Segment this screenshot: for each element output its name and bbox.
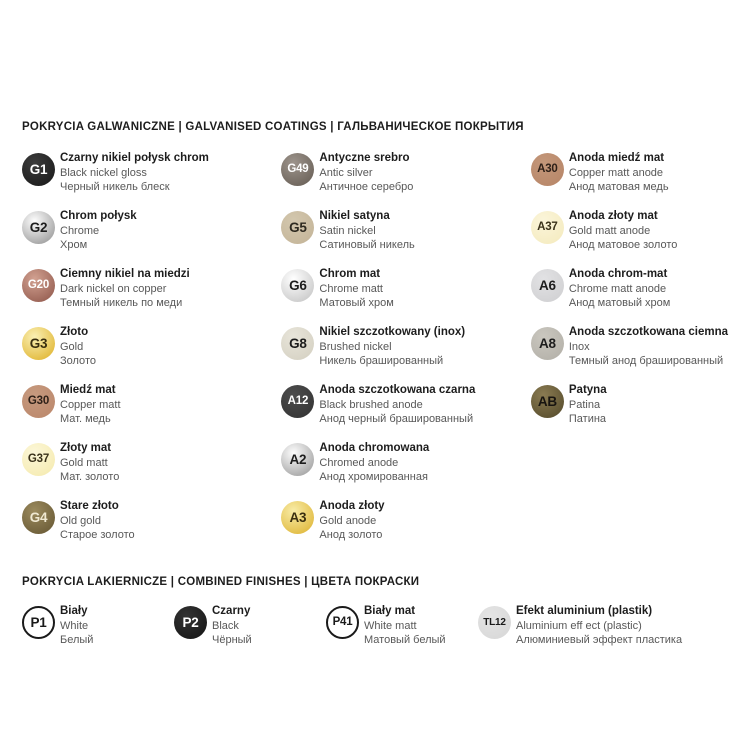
finish-code-label: G4	[29, 509, 48, 525]
finish-name-ru: Анод матовая медь	[568, 181, 669, 193]
finish-name-en: Old gold	[60, 514, 101, 527]
finish-name-en: Black brushed anode	[319, 398, 423, 411]
finish-color-swatch	[281, 327, 314, 360]
finish-code-label: G8	[289, 335, 307, 351]
finish-code-label: P2	[182, 614, 199, 630]
section-header-galvanised: POKRYCIA GALWANICZNE | GALVANISED COATINGS | ГАЛЬВАНИЧЕСКОЕ ПОКРЫТИЯ	[22, 121, 524, 133]
finish-name-ru: Анод золото	[319, 529, 383, 541]
finish-item	[531, 327, 728, 371]
finish-code-label: G5	[289, 219, 307, 235]
finish-name-ru: Золото	[60, 355, 96, 367]
finish-name-ru: Матовый хром	[319, 297, 394, 309]
finish-code-label: A30	[537, 162, 558, 175]
finish-color-swatch	[281, 501, 314, 534]
finish-name-ru: Темный анод брашированный	[568, 355, 724, 367]
finish-labels	[319, 383, 475, 427]
finish-labels	[212, 604, 252, 648]
finish-name-pl: Anoda złoty mat	[568, 210, 658, 222]
finish-color-swatch	[22, 327, 55, 360]
finish-name-ru: Анод хромированная	[319, 471, 428, 483]
finish-name-pl: Anoda szczotkowana czarna	[319, 384, 476, 396]
finish-name-en: Satin nickel	[319, 224, 376, 237]
galvanised-column-2	[281, 153, 530, 559]
finish-name-en: Dark nickel on copper	[60, 282, 167, 295]
finish-name-en: Inox	[568, 340, 590, 353]
finish-name-en: White matt	[364, 619, 417, 632]
finish-name-pl: Czarny nikiel połysk chrom	[60, 152, 209, 164]
finish-name-ru: Хром	[60, 239, 88, 251]
finish-code-label: P1	[30, 614, 47, 630]
finish-name-pl: Ciemny nikiel na miedzi	[60, 268, 190, 280]
finish-item	[22, 385, 281, 429]
finish-code-label: A12	[287, 394, 309, 407]
finish-color-swatch	[22, 269, 55, 302]
finish-name-pl: Nikiel satyna	[319, 210, 390, 222]
finish-labels	[60, 151, 209, 195]
finish-name-pl: Złoty mat	[60, 442, 112, 454]
galvanised-column-1	[22, 153, 281, 559]
finish-color-swatch	[531, 327, 564, 360]
finish-color-swatch	[22, 385, 55, 418]
finish-item	[174, 606, 326, 650]
finish-color-swatch	[22, 606, 55, 639]
finish-code-label: G1	[29, 161, 48, 177]
finish-name-ru: Чёрный	[212, 634, 252, 646]
finish-item	[281, 327, 530, 371]
finish-code-label: A8	[538, 335, 556, 351]
finish-name-en: Chrome matt anode	[568, 282, 667, 295]
finish-name-ru: Белый	[60, 634, 94, 646]
finish-name-pl: Anoda chromowana	[319, 442, 430, 454]
finish-name-en: Black	[212, 619, 239, 632]
finish-color-swatch	[22, 501, 55, 534]
finish-item	[22, 153, 281, 197]
finish-name-en: Gold anode	[319, 514, 377, 527]
finish-code-label: A3	[289, 509, 307, 525]
finish-labels	[60, 441, 119, 485]
finish-name-ru: Анод матовый хром	[568, 297, 671, 309]
finish-labels	[60, 499, 135, 543]
finish-code-label: AB	[537, 393, 557, 409]
finish-labels	[319, 441, 429, 485]
finish-labels	[569, 325, 728, 369]
finish-name-ru: Черный никель блеск	[60, 181, 170, 193]
finish-name-ru: Патина	[568, 413, 607, 425]
finish-code-label: TL12	[483, 616, 506, 628]
finish-code-label: A2	[289, 451, 307, 467]
finish-color-swatch	[281, 443, 314, 476]
finish-labels	[60, 383, 121, 427]
finish-labels	[60, 209, 137, 253]
finish-name-ru: Анод черный брашированный	[319, 413, 474, 425]
finish-color-swatch	[281, 153, 314, 186]
finish-item	[478, 606, 728, 650]
finish-name-pl: Miedź mat	[60, 384, 116, 396]
finish-color-swatch	[478, 606, 511, 639]
finish-labels	[60, 267, 190, 311]
finish-item	[531, 211, 728, 255]
finish-item	[281, 153, 530, 197]
finish-item	[531, 385, 728, 429]
finish-name-en: Gold	[60, 340, 84, 353]
finish-name-pl: Anoda miedź mat	[568, 152, 665, 164]
finish-code-label: A6	[538, 277, 556, 293]
finish-name-pl: Chrom mat	[319, 268, 381, 280]
finish-name-ru: Мат. медь	[60, 413, 111, 425]
finish-name-pl: Złoto	[60, 326, 89, 338]
finish-name-en: Aluminium eff ect (plastic)	[516, 619, 642, 632]
finish-name-ru: Мат. золото	[60, 471, 120, 483]
finish-name-pl: Biały	[60, 605, 88, 617]
finish-name-en: White	[60, 619, 89, 632]
finish-item	[22, 211, 281, 255]
finish-labels	[60, 604, 93, 648]
finish-labels	[569, 267, 670, 311]
finish-code-label: G6	[289, 277, 307, 293]
finish-item	[281, 501, 530, 545]
finish-color-swatch	[531, 269, 564, 302]
finish-labels	[569, 383, 607, 427]
finish-color-swatch	[531, 211, 564, 244]
finish-color-swatch	[281, 269, 314, 302]
finish-name-en: Copper matt anode	[568, 166, 664, 179]
finish-code-label: G2	[29, 219, 48, 235]
finish-item	[22, 269, 281, 313]
finish-name-ru: Никель брашированный	[319, 355, 444, 367]
finish-item	[22, 443, 281, 487]
finish-color-swatch	[326, 606, 359, 639]
finish-item	[281, 211, 530, 255]
finish-code-label: A37	[537, 220, 558, 233]
finish-name-en: Copper matt	[60, 398, 121, 411]
finish-name-ru: Матовый белый	[364, 634, 446, 646]
finish-code-label: G49	[287, 162, 309, 175]
finish-item	[22, 606, 174, 650]
finish-item	[22, 327, 281, 371]
finish-item	[22, 501, 281, 545]
finish-name-pl: Biały mat	[364, 605, 416, 617]
finish-item	[531, 269, 728, 313]
finish-name-pl: Efekt aluminium (plastik)	[516, 605, 653, 617]
finish-code-label: P41	[332, 615, 353, 628]
finish-labels	[319, 151, 413, 195]
finish-name-pl: Anoda złoty	[319, 500, 385, 512]
finish-labels	[60, 325, 96, 369]
finish-name-ru: Темный никель по меди	[60, 297, 183, 309]
finish-name-ru: Анод матовое золото	[568, 239, 678, 251]
finish-name-en: Chrome	[60, 224, 100, 237]
finish-name-pl: Stare złoto	[60, 500, 119, 512]
finish-color-swatch	[281, 385, 314, 418]
finish-name-ru: Античное серебро	[319, 181, 414, 193]
finish-color-swatch	[531, 385, 564, 418]
finish-color-swatch	[22, 153, 55, 186]
finish-color-swatch	[531, 153, 564, 186]
finish-code-label: G3	[29, 335, 48, 351]
finish-color-swatch	[281, 211, 314, 244]
finish-labels	[319, 209, 414, 253]
finish-name-pl: Antyczne srebro	[319, 152, 410, 164]
finish-name-pl: Patyna	[568, 384, 607, 396]
finish-labels	[319, 325, 465, 369]
finish-name-pl: Anoda chrom-mat	[568, 268, 668, 280]
finish-name-ru: Алюминиевый эффект пластика	[516, 634, 683, 646]
finish-item	[531, 153, 728, 197]
finish-color-swatch	[174, 606, 207, 639]
finish-item	[326, 606, 478, 650]
finish-name-pl: Anoda szczotkowana ciemna	[568, 326, 728, 338]
finish-code-label: G37	[27, 452, 50, 465]
finish-name-pl: Chrom połysk	[60, 210, 137, 222]
finish-labels	[319, 267, 393, 311]
finish-labels	[319, 499, 384, 543]
finish-item	[281, 385, 530, 429]
finish-name-en: Gold matt	[60, 456, 108, 469]
finish-name-pl: Nikiel szczotkowany (inox)	[319, 326, 466, 338]
finish-name-en: Brushed nickel	[319, 340, 392, 353]
finish-name-ru: Старое золото	[60, 529, 135, 541]
finish-item	[281, 269, 530, 313]
lacquer-row	[22, 606, 728, 650]
finish-name-en: Chrome matt	[319, 282, 383, 295]
finish-name-en: Black nickel gloss	[60, 166, 147, 179]
finish-labels	[516, 604, 682, 648]
finish-code-label: G20	[27, 278, 50, 291]
finish-name-en: Patina	[568, 398, 601, 411]
galvanised-grid	[22, 153, 728, 559]
finish-item	[281, 443, 530, 487]
finish-code-label: G30	[27, 394, 50, 407]
finish-name-en: Antic silver	[319, 166, 373, 179]
finish-labels	[364, 604, 446, 648]
finish-name-ru: Сатиновый никель	[319, 239, 415, 251]
finish-labels	[569, 151, 669, 195]
finish-name-pl: Czarny	[212, 605, 251, 617]
section-header-lacquer: POKRYCIA LAKIERNICZE | COMBINED FINISHES | ЦВЕТА ПОКРАСКИ	[22, 576, 420, 588]
galvanised-column-3	[531, 153, 728, 559]
finish-name-en: Gold matt anode	[568, 224, 651, 237]
finish-color-swatch	[22, 211, 55, 244]
finish-labels	[569, 209, 678, 253]
finish-name-en: Chromed anode	[319, 456, 399, 469]
finish-color-swatch	[22, 443, 55, 476]
